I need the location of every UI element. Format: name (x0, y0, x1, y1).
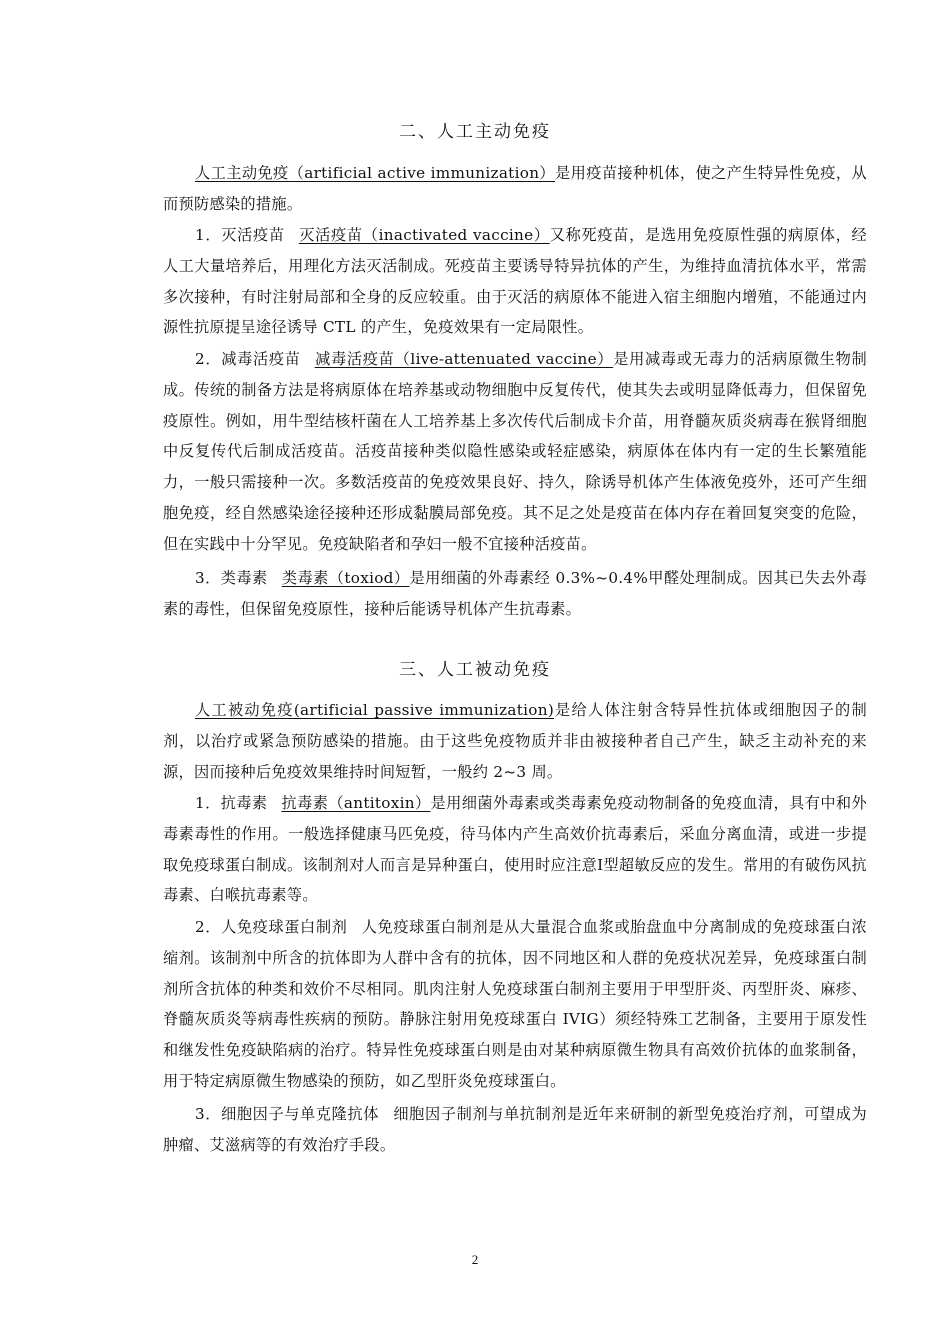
paragraph-human-immunoglobulin (163, 912, 867, 1097)
definition-text: 是用疫苗接种机体，使之产生特异性免疫，从而预防感染的措施。 (163, 164, 867, 213)
item-text: 是用细菌外毒素或类毒素免疫动物制备的免疫血清，具有中和外毒素毒性的作用。一般选择健康马匹免疫，待马体内产生高效价抗毒素后，采血分离血清，或进一步提取免疫球蛋白制成。该制剂对人而言是异种蛋白，使用时应注意Ⅰ型超敏反应的发生。常用的有破伤风抗毒素、白喉抗毒素等。 (163, 794, 867, 905)
paragraph-live-attenuated-vaccine (163, 344, 867, 560)
item-label: 3．类毒素 (195, 569, 268, 587)
item-text: 人免疫球蛋白制剂是从大量混合血浆或胎盘血中分离制成的免疫球蛋白浓缩剂。该制剂中所含的抗体即为人群中含有的抗体，因不同地区和人群的免疫状况差异，免疫球蛋白制剂所含抗体的种类和效价不尽相同。肌肉注射人免疫球蛋白制剂主要用于甲型肝炎、丙型肝炎、麻疹、脊髓灰质炎等病毒性疾病的预防。静脉注射用免疫球蛋白 IVIG）须经特殊工艺制备，主要用于原发性和继发性免疫缺陷病的治疗。特异性免疫球蛋白则是由对某种病原微生物具有高效价抗体的血浆制备，用于特定病原微生物感染的预防，如乙型肝炎免疫球蛋白。 (163, 918, 867, 1090)
item-text: 又称死疫苗，是选用免疫原性强的病原体，经人工大量培养后，用理化方法灭活制成。死疫苗主要诱导特异抗体的产生，为维持血清抗体水平，常需多次接种，有时注射局部和全身的反应较重。由于灭活的病原体不能进入宿主细胞内增殖，不能通过内源性抗原提呈途径诱导 CTL 的产生，免疫效果有一定局限性。 (163, 226, 868, 337)
paragraph-inactivated-vaccine (163, 220, 867, 343)
definition-text: 是给人体注射含特异性抗体或细胞因子的制剂，以治疗或紧急预防感染的措施。由于这些免疫物质并非由被接种者自己产生，缺乏主动补充的来源，因而接种后免疫效果维持时间短暂，一般约 2~3 周。 (163, 701, 868, 781)
paragraph-antitoxin (163, 788, 867, 911)
paragraph-passive-immunity-definition (163, 695, 867, 787)
term-artificial-passive-immunization: 人工被动免疫(artificial passive immunization) (195, 701, 555, 719)
item-label: 1．灭活疫苗 (195, 226, 285, 244)
term-inactivated-vaccine: 灭活疫苗（inactivated vaccine） (298, 226, 550, 244)
item-label: 3．细胞因子与单克隆抗体 (195, 1105, 380, 1123)
page-number: 2 (471, 1252, 479, 1267)
item-label: 2．减毒活疫苗 (195, 350, 301, 368)
paragraph-cytokines-monoclonal (163, 1099, 867, 1161)
section-heading-artificial-passive-immunity: 三、人工被动免疫 (399, 660, 551, 680)
term-toxoid: 类毒素（toxiod） (281, 569, 410, 587)
item-label: 2．人免疫球蛋白制剂 (195, 918, 348, 936)
item-text: 是用细菌的外毒素经 0.3%~0.4%甲醛处理制成。因其已失去外毒素的毒性，但保留免疫原性，接种后能诱导机体产生抗毒素。 (163, 569, 868, 618)
item-text: 是用减毒或无毒力的活病原微生物制成。传统的制备方法是将病原体在培养基或动物细胞中反复传代，使其失去或明显降低毒力，但保留免疫原性。例如，用牛型结核杆菌在人工培养基上多次传代后制成卡介苗，用脊髓灰质炎病毒在猴肾细胞中反复传代后制成活疫苗。活疫苗接种类似隐性感染或轻症感染，病原体在体内有一定的生长繁殖能力，一般只需接种一次。多数活疫苗的免疫效果良好、持久，除诱导机体产生体液免疫外，还可产生细胞免疫，经自然感染途径接种还形成黏膜局部免疫。其不足之处是疫苗在体内存在着回复突变的危险，但在实践中十分罕见。免疫缺陷者和孕妇一般不宜接种活疫苗。 (163, 350, 867, 553)
item-label: 1．抗毒素 (195, 794, 268, 812)
term-live-attenuated-vaccine: 减毒活疫苗（live-attenuated vaccine） (314, 350, 614, 368)
paragraph-toxoid (163, 563, 867, 625)
item-text: 细胞因子制剂与单抗制剂是近年来研制的新型免疫治疗剂，可望成为肿瘤、艾滋病等的有效治疗手段。 (163, 1105, 868, 1154)
term-antitoxin: 抗毒素（antitoxin） (281, 794, 431, 812)
term-artificial-active-immunization: 人工主动免疫（artificial active immunization） (195, 164, 555, 182)
section-heading-artificial-active-immunity: 二、人工主动免疫 (399, 122, 551, 142)
paragraph-active-immunity-definition (163, 158, 867, 220)
